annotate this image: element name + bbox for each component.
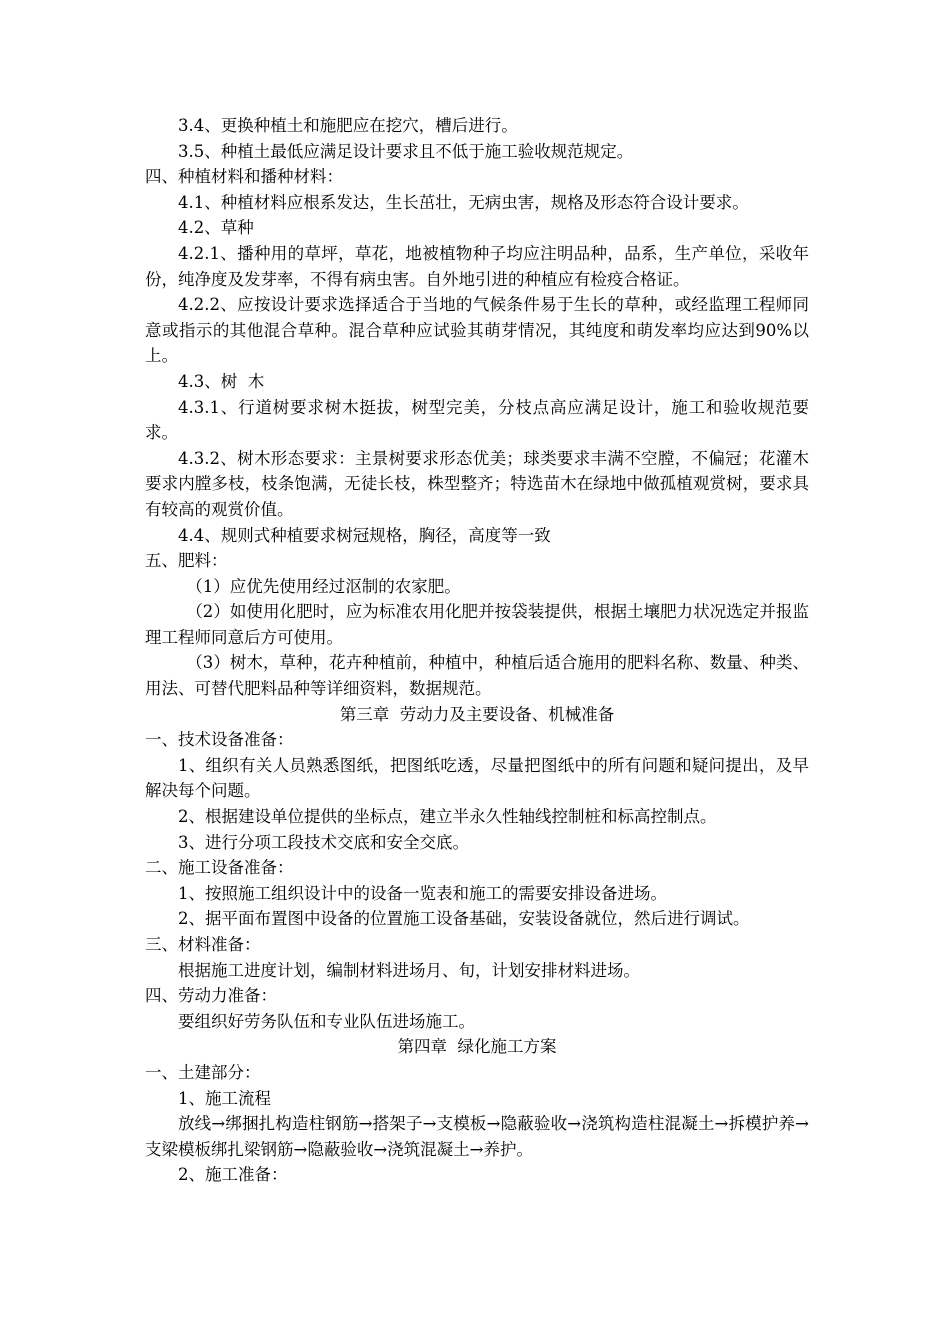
section-heading-labor-prep: 四、劳动力准备： <box>145 986 277 1006</box>
section-heading-material-prep: 三、材料准备： <box>145 935 261 954</box>
paragraph-4-2-1: 4.2.1、播种用的草坪，草花，地被植物种子均应注明品种，品系，生产单位，采收年份，纯净度及发芽率，不得有病虫害。自外地引进的种植应有检疫合格证。 <box>145 243 809 289</box>
paragraph-equipment-2: 2、据平面布置图中设备的位置施工设备基础，安装设备就位，然后进行调试。 <box>178 909 750 929</box>
paragraph-technical-2: 2、根据建设单位提供的坐标点，建立半永久性轴线控制桩和标高控制点。 <box>178 807 717 827</box>
paragraph-process-title: 1、施工流程 <box>178 1088 271 1108</box>
paragraph-4-2-2: 4.2.2、应按设计要求选择适合于当地的气候条件易于生长的草种，或经监理工程师同意或指示的其他混合草种。混合草种应试验其萌芽情况，其纯度和萌发率均应达到90%以上。 <box>145 295 809 366</box>
paragraph-equipment-1: 1、按照施工组织设计中的设备一览表和施工的需要安排设备进场。 <box>178 883 667 903</box>
paragraph-construction-prep: 2、施工准备： <box>178 1165 288 1185</box>
chapter-title-4: 第四章 绿化施工方案 <box>397 1037 557 1057</box>
paragraph-technical-1: 1、组织有关人员熟悉图纸，把图纸吃透，尽量把图纸中的所有问题和疑问提出，及早解决每个问题。 <box>145 755 809 801</box>
section-heading-technical-prep: 一、技术设备准备： <box>145 730 294 750</box>
section-heading-equipment-prep: 二、施工设备准备： <box>145 858 294 878</box>
paragraph-4-3-1: 4.3.1、行道树要求树木挺拔，树型完美，分枝点高应满足设计，施工和验收规范要求。 <box>145 397 809 443</box>
section-heading-fertilizer: 五、肥料： <box>145 551 228 571</box>
paragraph-4-4: 4.4、规则式种植要求树冠规格，胸径，高度等一致 <box>178 525 551 545</box>
section-heading-civil-works: 一、土建部分： <box>145 1062 261 1082</box>
paragraph-4-3: 4.3、树 木 <box>178 371 265 391</box>
section-heading-planting-materials: 四、种植材料和播种材料： <box>145 167 343 187</box>
paragraph-4-2: 4.2、草种 <box>178 218 254 238</box>
paragraph-process-flow: 放线→绑捆扎构造柱钢筋→搭架子→支模板→隐蔽验收→浇筑构造柱混凝土→拆模护养→支梁模板绑扎梁钢筋→隐蔽验收→浇筑混凝土→养护。 <box>145 1114 809 1159</box>
document-body <box>145 113 809 1188</box>
paragraph-4-1: 4.1、种植材料应根系发达，生长茁壮，无病虫害，规格及形态符合设计要求。 <box>178 192 749 212</box>
paragraph-fertilizer-2: （2）如使用化肥时，应为标准农用化肥并按袋装提供，根据土壤肥力状况选定并报监理工程师同意后方可使用。 <box>145 602 809 647</box>
paragraph-material: 根据施工进度计划，编制材料进场月、旬，计划安排材料进场。 <box>178 960 640 980</box>
paragraph-fertilizer-1: （1）应优先使用经过沤制的农家肥。 <box>186 576 461 596</box>
chapter-title-3: 第三章 劳动力及主要设备、机械准备 <box>339 704 615 724</box>
paragraph-labor: 要组织好劳务队伍和专业队伍进场施工。 <box>178 1011 475 1031</box>
paragraph-4-3-2: 4.3.2、树木形态要求：主景树要求形态优美；球类要求丰满不空膛，不偏冠；花灌木要求内膛多枝，枝条饱满，无徒长枝，株型整齐；特选苗木在绿地中做孤植观赏树，要求具有较高的观赏价值。 <box>145 448 809 519</box>
paragraph-fertilizer-3: （3）树木，草种，花卉种植前，种植中，种植后适合施用的肥料名称、数量、种类、用法、可替代肥料品种等详细资料，数据规范。 <box>145 653 809 699</box>
paragraph-technical-3: 3、进行分项工段技术交底和安全交底。 <box>178 832 469 852</box>
paragraph-3-4: 3.4、更换种植土和施肥应在挖穴，槽后进行。 <box>178 116 518 135</box>
paragraph-3-5: 3.5、种植土最低应满足设计要求且不低于施工验收规范规定。 <box>178 141 634 161</box>
